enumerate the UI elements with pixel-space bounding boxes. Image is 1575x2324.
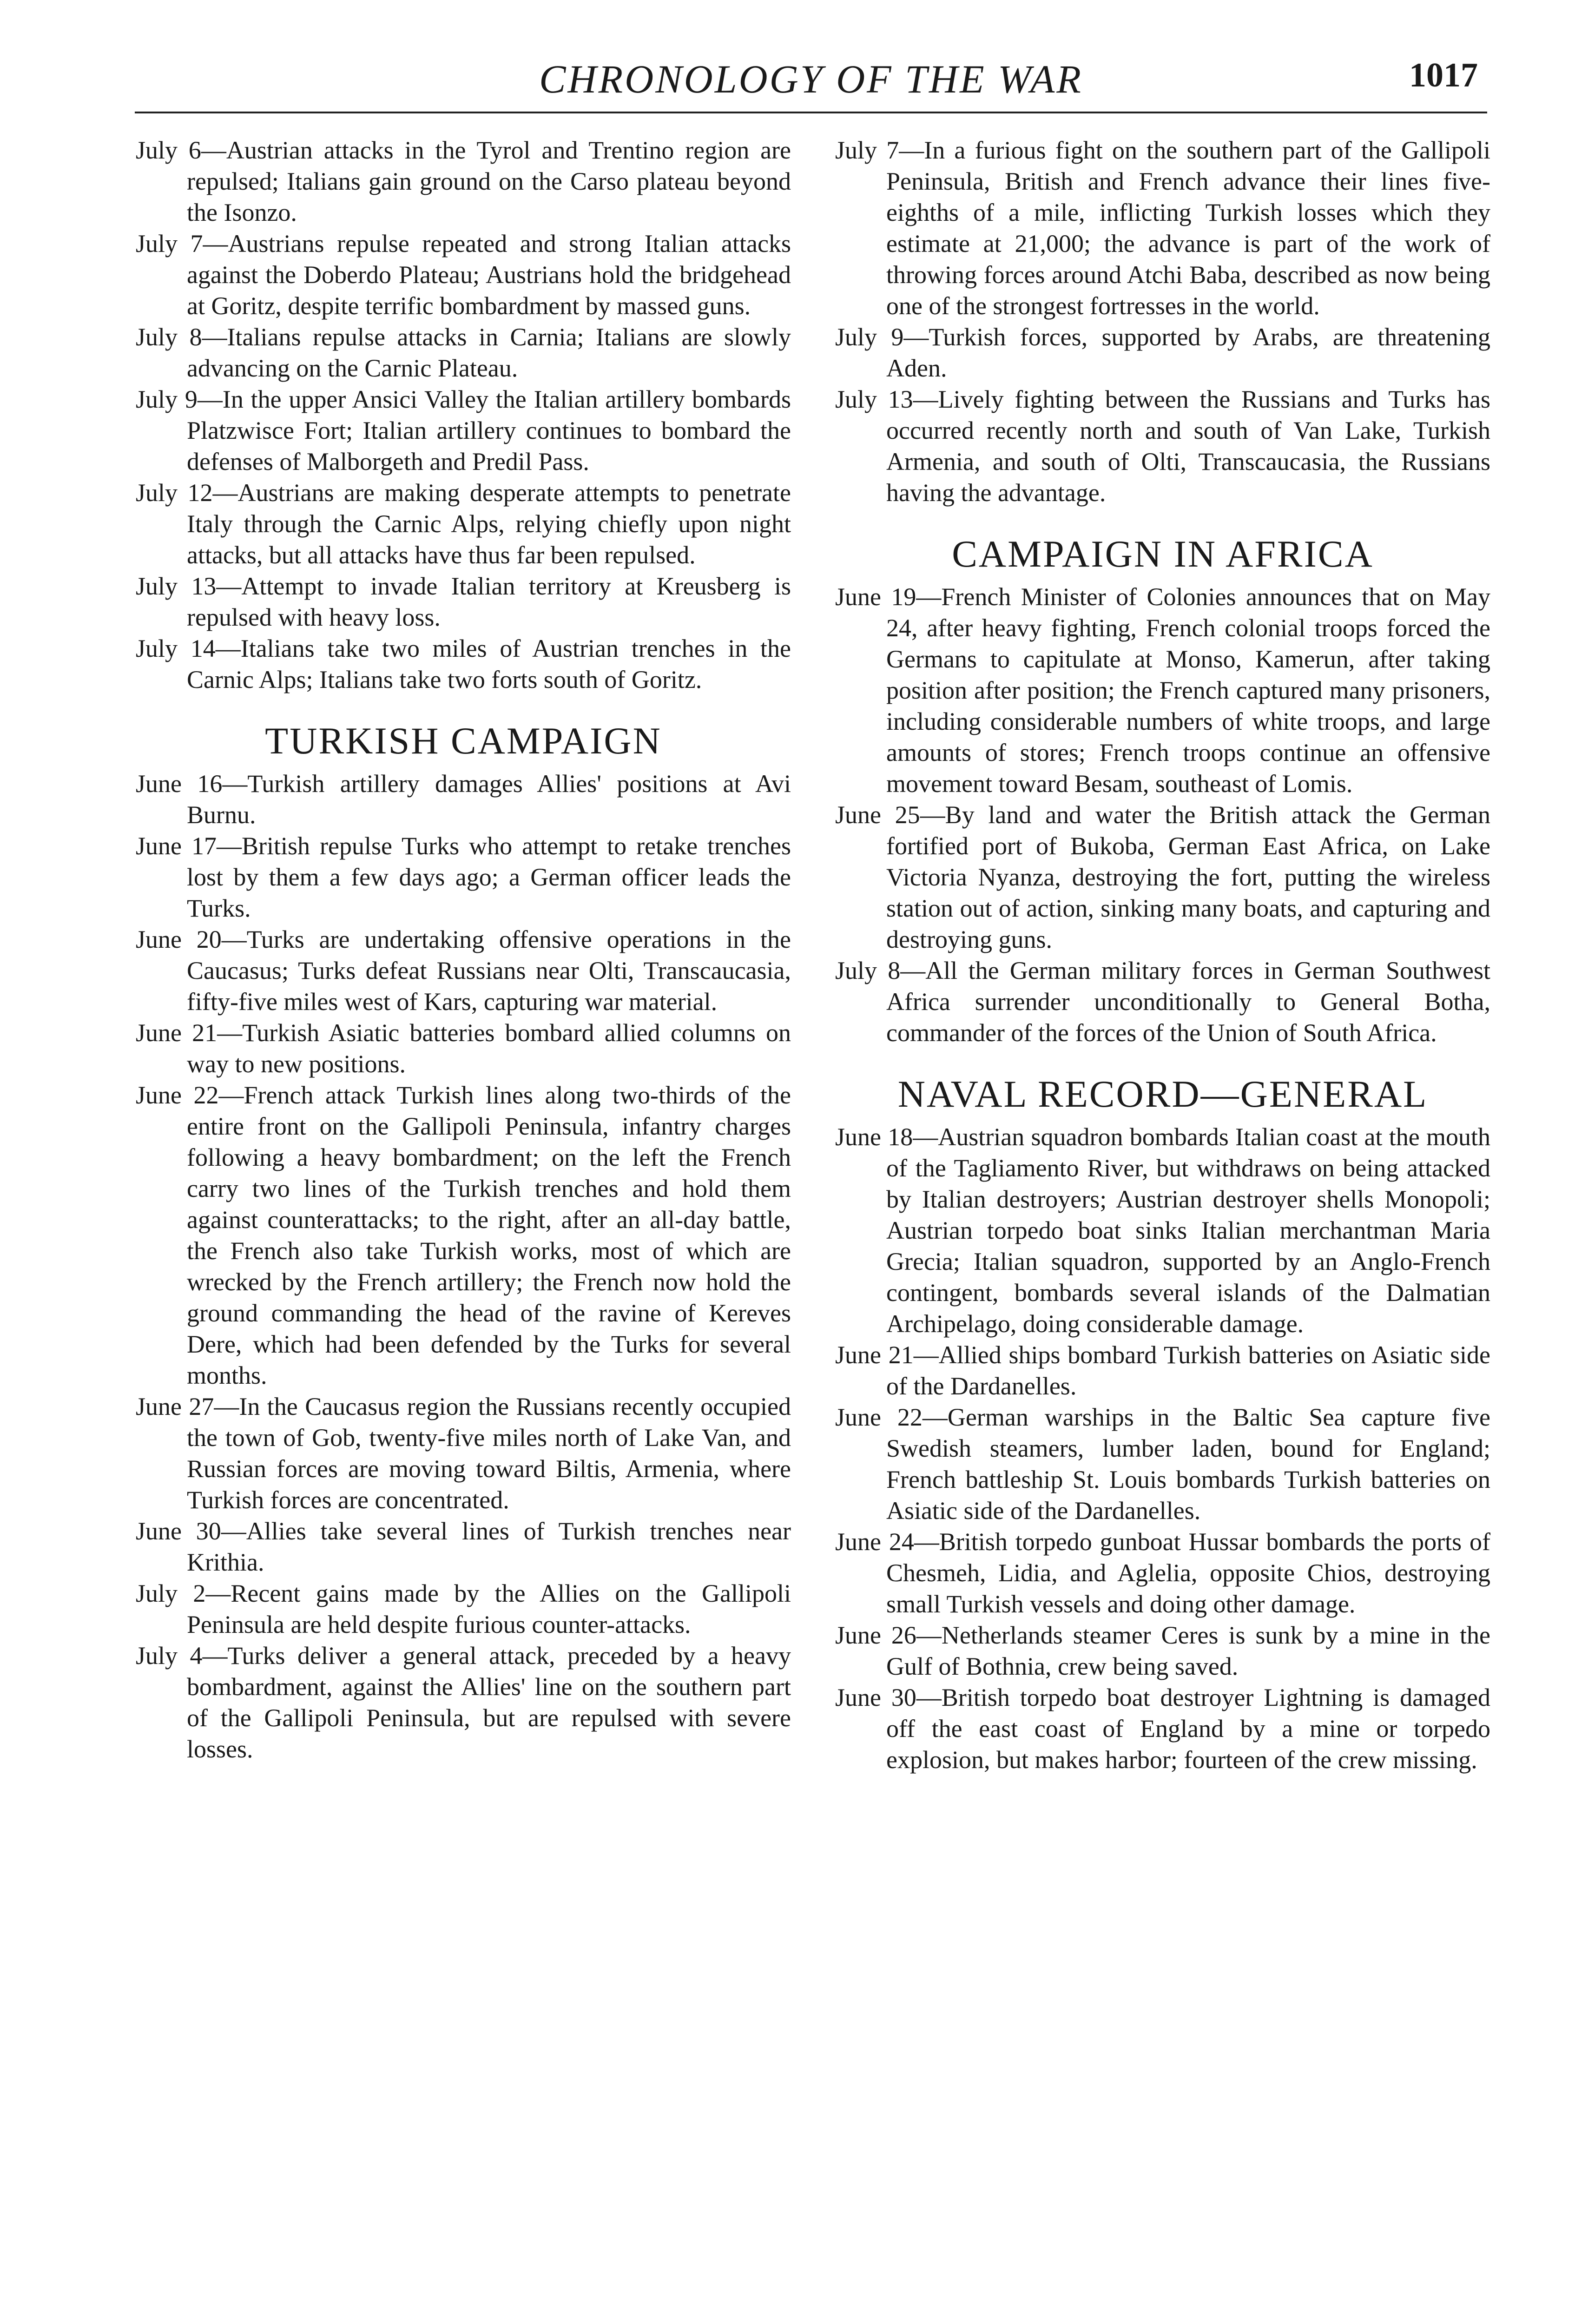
chronology-entry: June 27—In the Caucasus region the Russians recently occupied the town of Gob, twenty-five miles north of Lake Van, and Russian forces are moving toward Biltis, Armenia, where Turkish forces are concentrated. — [136, 1393, 791, 1514]
chronology-entry: June 17—British repulse Turks who attempt to retake trenches lost by them a few days ago; a German officer leads the Turks. — [136, 832, 791, 922]
chronology-entry: June 22—German warships in the Baltic Sea capture five Swedish steamers, lumber laden, bound for England; French battleship St. Louis bombards Turkish batteries on Asiatic side of the Dardanelles. — [835, 1403, 1490, 1525]
section-heading-turkish-campaign: TURKISH CAMPAIGN — [265, 720, 662, 762]
header-rule — [135, 112, 1487, 113]
chronology-entry: June 21—Turkish Asiatic batteries bombard allied columns on way to new positions. — [136, 1019, 791, 1078]
chronology-entry: July 7—In a furious fight on the southern part of the Gallipoli Peninsula, British and French advance their lines five-eighths of a mile, inflicting Turkish losses which they estimate at 21,000; the advance is part of the work of throwing forces around Atchi Baba, described as now being one of the strongest fortresses in the world. — [835, 136, 1490, 320]
chronology-entry: July 9—In the upper Ansici Valley the Italian artillery bombards Platzwisce Fort; Italian artillery continues to bombard the defenses of Malborgeth and Predil Pass. — [136, 385, 791, 475]
chronology-entry: June 24—British torpedo gunboat Hussar bombards the ports of Chesmeh, Lidia, and Aglelia, opposite Chios, destroying small Turkish vessels and doing other damage. — [835, 1528, 1490, 1618]
chronology-entry: June 26—Netherlands steamer Ceres is sunk by a mine in the Gulf of Bothnia, crew being saved. — [835, 1621, 1490, 1680]
chronology-entry: July 9—Turkish forces, supported by Arabs, are threatening Aden. — [835, 323, 1490, 382]
chronology-entry: July 8—All the German military forces in German Southwest Africa surrender unconditionally to General Botha, commander of the forces of the Union of South Africa. — [835, 957, 1490, 1047]
running-title: CHRONOLOGY OF THE WAR — [539, 57, 1083, 101]
right-column — [835, 135, 1490, 1776]
chronology-entry: July 12—Austrians are making desperate attempts to penetrate Italy through the Carnic Alps, relying chiefly upon night attacks, but all attacks have thus far been repulsed. — [136, 479, 791, 569]
chronology-entry: June 21—Allied ships bombard Turkish batteries on Asiatic side of the Dardanelles. — [835, 1341, 1490, 1400]
chronology-entry: July 13—Attempt to invade Italian territory at Kreusberg is repulsed with heavy loss. — [136, 572, 791, 631]
chronology-entry: June 30—British torpedo boat destroyer Lightning is damaged off the east coast of England by a mine or torpedo explosion, but makes harbor; fourteen of the crew missing. — [835, 1684, 1490, 1774]
chronology-entry: June 22—French attack Turkish lines along two-thirds of the entire front on the Gallipoli Peninsula, infantry charges following a heavy bombardment; on the left the French carry two lines of the Turkish trenches and hold them against counterattacks; to the right, after an all-day battle, the French also take Turkish works, most of which are wrecked by the French artillery; the French now hold the ground commanding the head of the ravine of Kereves Dere, which had been defended by the Turks for several months. — [136, 1081, 791, 1389]
section-heading-campaign-in-africa: CAMPAIGN IN AFRICA — [952, 533, 1374, 575]
chronology-entry: June 30—Allies take several lines of Turkish trenches near Krithia. — [136, 1517, 791, 1576]
chronology-entry: July 6—Austrian attacks in the Tyrol and Trentino region are repulsed; Italians gain ground on the Carso plateau beyond the Isonzo. — [136, 136, 791, 226]
chronology-entry: June 20—Turks are undertaking offensive operations in the Caucasus; Turks defeat Russians near Olti, Transcaucasia, fifty-five miles west of Kars, capturing war material. — [136, 925, 791, 1016]
chronology-entry: July 8—Italians repulse attacks in Carnia; Italians are slowly advancing on the Carnic Plateau. — [136, 323, 791, 382]
chronology-entry: June 19—French Minister of Colonies announces that on May 24, after heavy fighting, French colonial troops forced the Germans to capitulate at Monso, Kamerun, after taking position after position; the French captured many prisoners, including considerable numbers of white troops, and large amounts of stores; French troops continue an offensive movement toward Besam, southeast of Lomis. — [835, 583, 1490, 798]
page-header — [135, 46, 1487, 116]
page-number: 1017 — [1409, 56, 1478, 94]
chronology-entry: July 2—Recent gains made by the Allies on the Gallipoli Peninsula are held despite furious counter-attacks. — [136, 1579, 791, 1638]
chronology-entry: July 13—Lively fighting between the Russians and Turks has occurred recently north and south of Van Lake, Turkish Armenia, and south of Olti, Transcaucasia, the Russians having the advantage. — [835, 385, 1490, 507]
section-heading-naval-record: NAVAL RECORD—GENERAL — [897, 1073, 1428, 1115]
chronology-entry: June 18—Austrian squadron bombards Italian coast at the mouth of the Tagliamento River, but withdraws on being attacked by Italian destroyers; Austrian destroyer shells Monopoli; Austrian torpedo boat sinks Italian merchantman Maria Grecia; Italian squadron, supported by an Anglo-French contingent, bombards several islands of the Dalmatian Archipelago, doing considerable damage. — [835, 1123, 1490, 1338]
chronology-entry: July 4—Turks deliver a general attack, preceded by a heavy bombardment, against the Allies' line on the southern part of the Gallipoli Peninsula, but are repulsed with severe losses. — [136, 1642, 791, 1763]
chronology-entry: July 7—Austrians repulse repeated and strong Italian attacks against the Doberdo Plateau; Austrians hold the bridgehead at Goritz, despite terrific bombardment by massed guns. — [136, 230, 791, 320]
left-column — [136, 135, 791, 1765]
chronology-entry: July 14—Italians take two miles of Austrian trenches in the Carnic Alps; Italians take two forts south of Goritz. — [136, 634, 791, 693]
chronology-entry: June 16—Turkish artillery damages Allies' positions at Avi Burnu. — [136, 770, 791, 829]
chronology-entry: June 25—By land and water the British attack the German fortified port of Bukoba, German East Africa, on Lake Victoria Nyanza, destroying the fort, putting the wireless station out of action, sinking many boats, and capturing and destroying guns. — [835, 801, 1490, 953]
